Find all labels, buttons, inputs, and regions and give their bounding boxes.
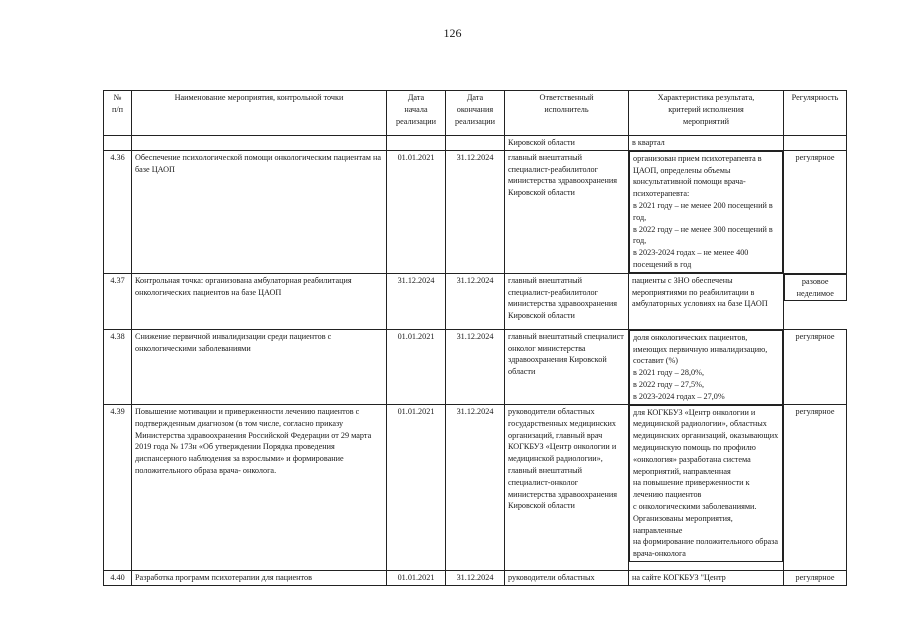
- table-header-row: [104, 91, 847, 136]
- row-regularity: регулярное: [784, 405, 847, 571]
- row-responsible: руководители областных: [505, 571, 629, 586]
- row-num: 4.38: [104, 329, 132, 404]
- row-start-date: 01.01.2021: [387, 571, 446, 586]
- row-name: Контрольная точка: организована амбулаторная реабилитация онкологических пациентов на базе ЦАОП: [132, 273, 387, 329]
- row-regularity: регулярное: [784, 329, 847, 404]
- row-end-date: 31.12.2024: [446, 329, 505, 404]
- row-end-date: 31.12.2024: [446, 150, 505, 273]
- table-row: [104, 150, 847, 273]
- row-end-date: 31.12.2024: [446, 571, 505, 586]
- table-row: [104, 571, 847, 586]
- row-responsible: главный внештатный специалист онколог министерства здравоохранения Кировской области: [505, 329, 629, 404]
- row-responsible: руководители областных государственных медицинских организаций, главный врач КОГКБУЗ «Центр онкологии и медицинской радиологии», главный внештатный специалист-онколог министерства здравоохранения Кировской области: [505, 405, 629, 571]
- header-start-date: Дата начала реализации: [387, 91, 446, 136]
- row-result: в квартал: [629, 136, 784, 151]
- row-num: 4.40: [104, 571, 132, 586]
- row-responsible: главный внештатный специалист-реабилитолог министерства здравоохранения Кировской области: [505, 273, 629, 329]
- row-num: [104, 136, 132, 151]
- row-end-date: 31.12.2024: [446, 405, 505, 571]
- row-regularity: регулярное: [784, 150, 847, 273]
- row-start-date: 01.01.2021: [387, 150, 446, 273]
- table-row: [104, 273, 847, 329]
- row-regularity: [784, 136, 847, 151]
- events-table: [103, 90, 847, 586]
- row-result: доля онкологических пациентов, имеющих первичную инвалидизацию, составит (%) в 2021 году – 28,0%, в 2022 году – 27,5%, в 2023-2024 годах – 27,0%: [629, 330, 783, 405]
- row-name: [132, 136, 387, 151]
- row-num: 4.36: [104, 150, 132, 273]
- row-responsible: главный внештатный специалист-реабилитолог министерства здравоохранения Кировской области: [505, 150, 629, 273]
- row-result: организован прием психотерапевта в ЦАОП, определены объемы консультативной помощи врача-психотерапевта: в 2021 году – не менее 200 посещений в год, в 2022 году – не менее 300 посещений в год, в 2023-2024 годах – не менее 400 посещений в год: [629, 151, 783, 273]
- row-result: на сайте КОГКБУЗ "Центр: [629, 571, 784, 586]
- table-row: [104, 136, 847, 151]
- header-name: Наименование мероприятия, контрольной точки: [132, 91, 387, 136]
- row-result: для КОГКБУЗ «Центр онкологии и медицинской радиологии», областных медицинских организаций, оказывающих медицинскую помощь по профилю «онкология» разработана система мероприятий, направленная на повышение приверженности к лечению пациентов с онкологическими заболеваниями. Организованы мероприятия, направленные на формирование положительного образа врача-онколога: [629, 405, 783, 562]
- row-regularity: разовое неделимое: [784, 274, 847, 302]
- row-start-date: 01.01.2021: [387, 405, 446, 571]
- row-end-date: [446, 136, 505, 151]
- row-name: Разработка программ психотерапии для пациентов: [132, 571, 387, 586]
- header-num: № п/п: [104, 91, 132, 136]
- header-regularity: Регулярность: [784, 91, 847, 136]
- row-num: 4.37: [104, 273, 132, 329]
- table-row: [104, 405, 847, 571]
- header-end-date: Дата окончания реализации: [446, 91, 505, 136]
- header-result: Характеристика результата, критерий исполнения мероприятий: [629, 91, 784, 136]
- row-name: Снижение первичной инвалидизации среди пациентов с онкологическими заболеваниями: [132, 329, 387, 404]
- row-num: 4.39: [104, 405, 132, 571]
- row-start-date: 31.12.2024: [387, 273, 446, 329]
- table-row: [104, 329, 847, 404]
- header-responsible: Ответственный исполнитель: [505, 91, 629, 136]
- row-name: Повышение мотивации и приверженности лечению пациентов с подтвержденным диагнозом (в том числе, согласно приказу Министерства здравоохранения Российской Федерации от 29 марта 2019 года № 173н «Об утверждении Порядка проведения диспансерного наблюдения за взрослыми» и формирование положительного образа врача- онколога.: [132, 405, 387, 571]
- row-start-date: [387, 136, 446, 151]
- row-name: Обеспечение психологической помощи онкологическим пациентам на базе ЦАОП: [132, 150, 387, 273]
- page-number: 126: [443, 26, 462, 40]
- row-result: пациенты с ЗНО обеспечены мероприятиями по реабилитации в амбулаторных условиях на базе ЦАОП: [629, 273, 784, 329]
- row-regularity: регулярное: [784, 571, 847, 586]
- row-responsible: Кировской области: [505, 136, 629, 151]
- row-start-date: 01.01.2021: [387, 329, 446, 404]
- row-end-date: 31.12.2024: [446, 273, 505, 329]
